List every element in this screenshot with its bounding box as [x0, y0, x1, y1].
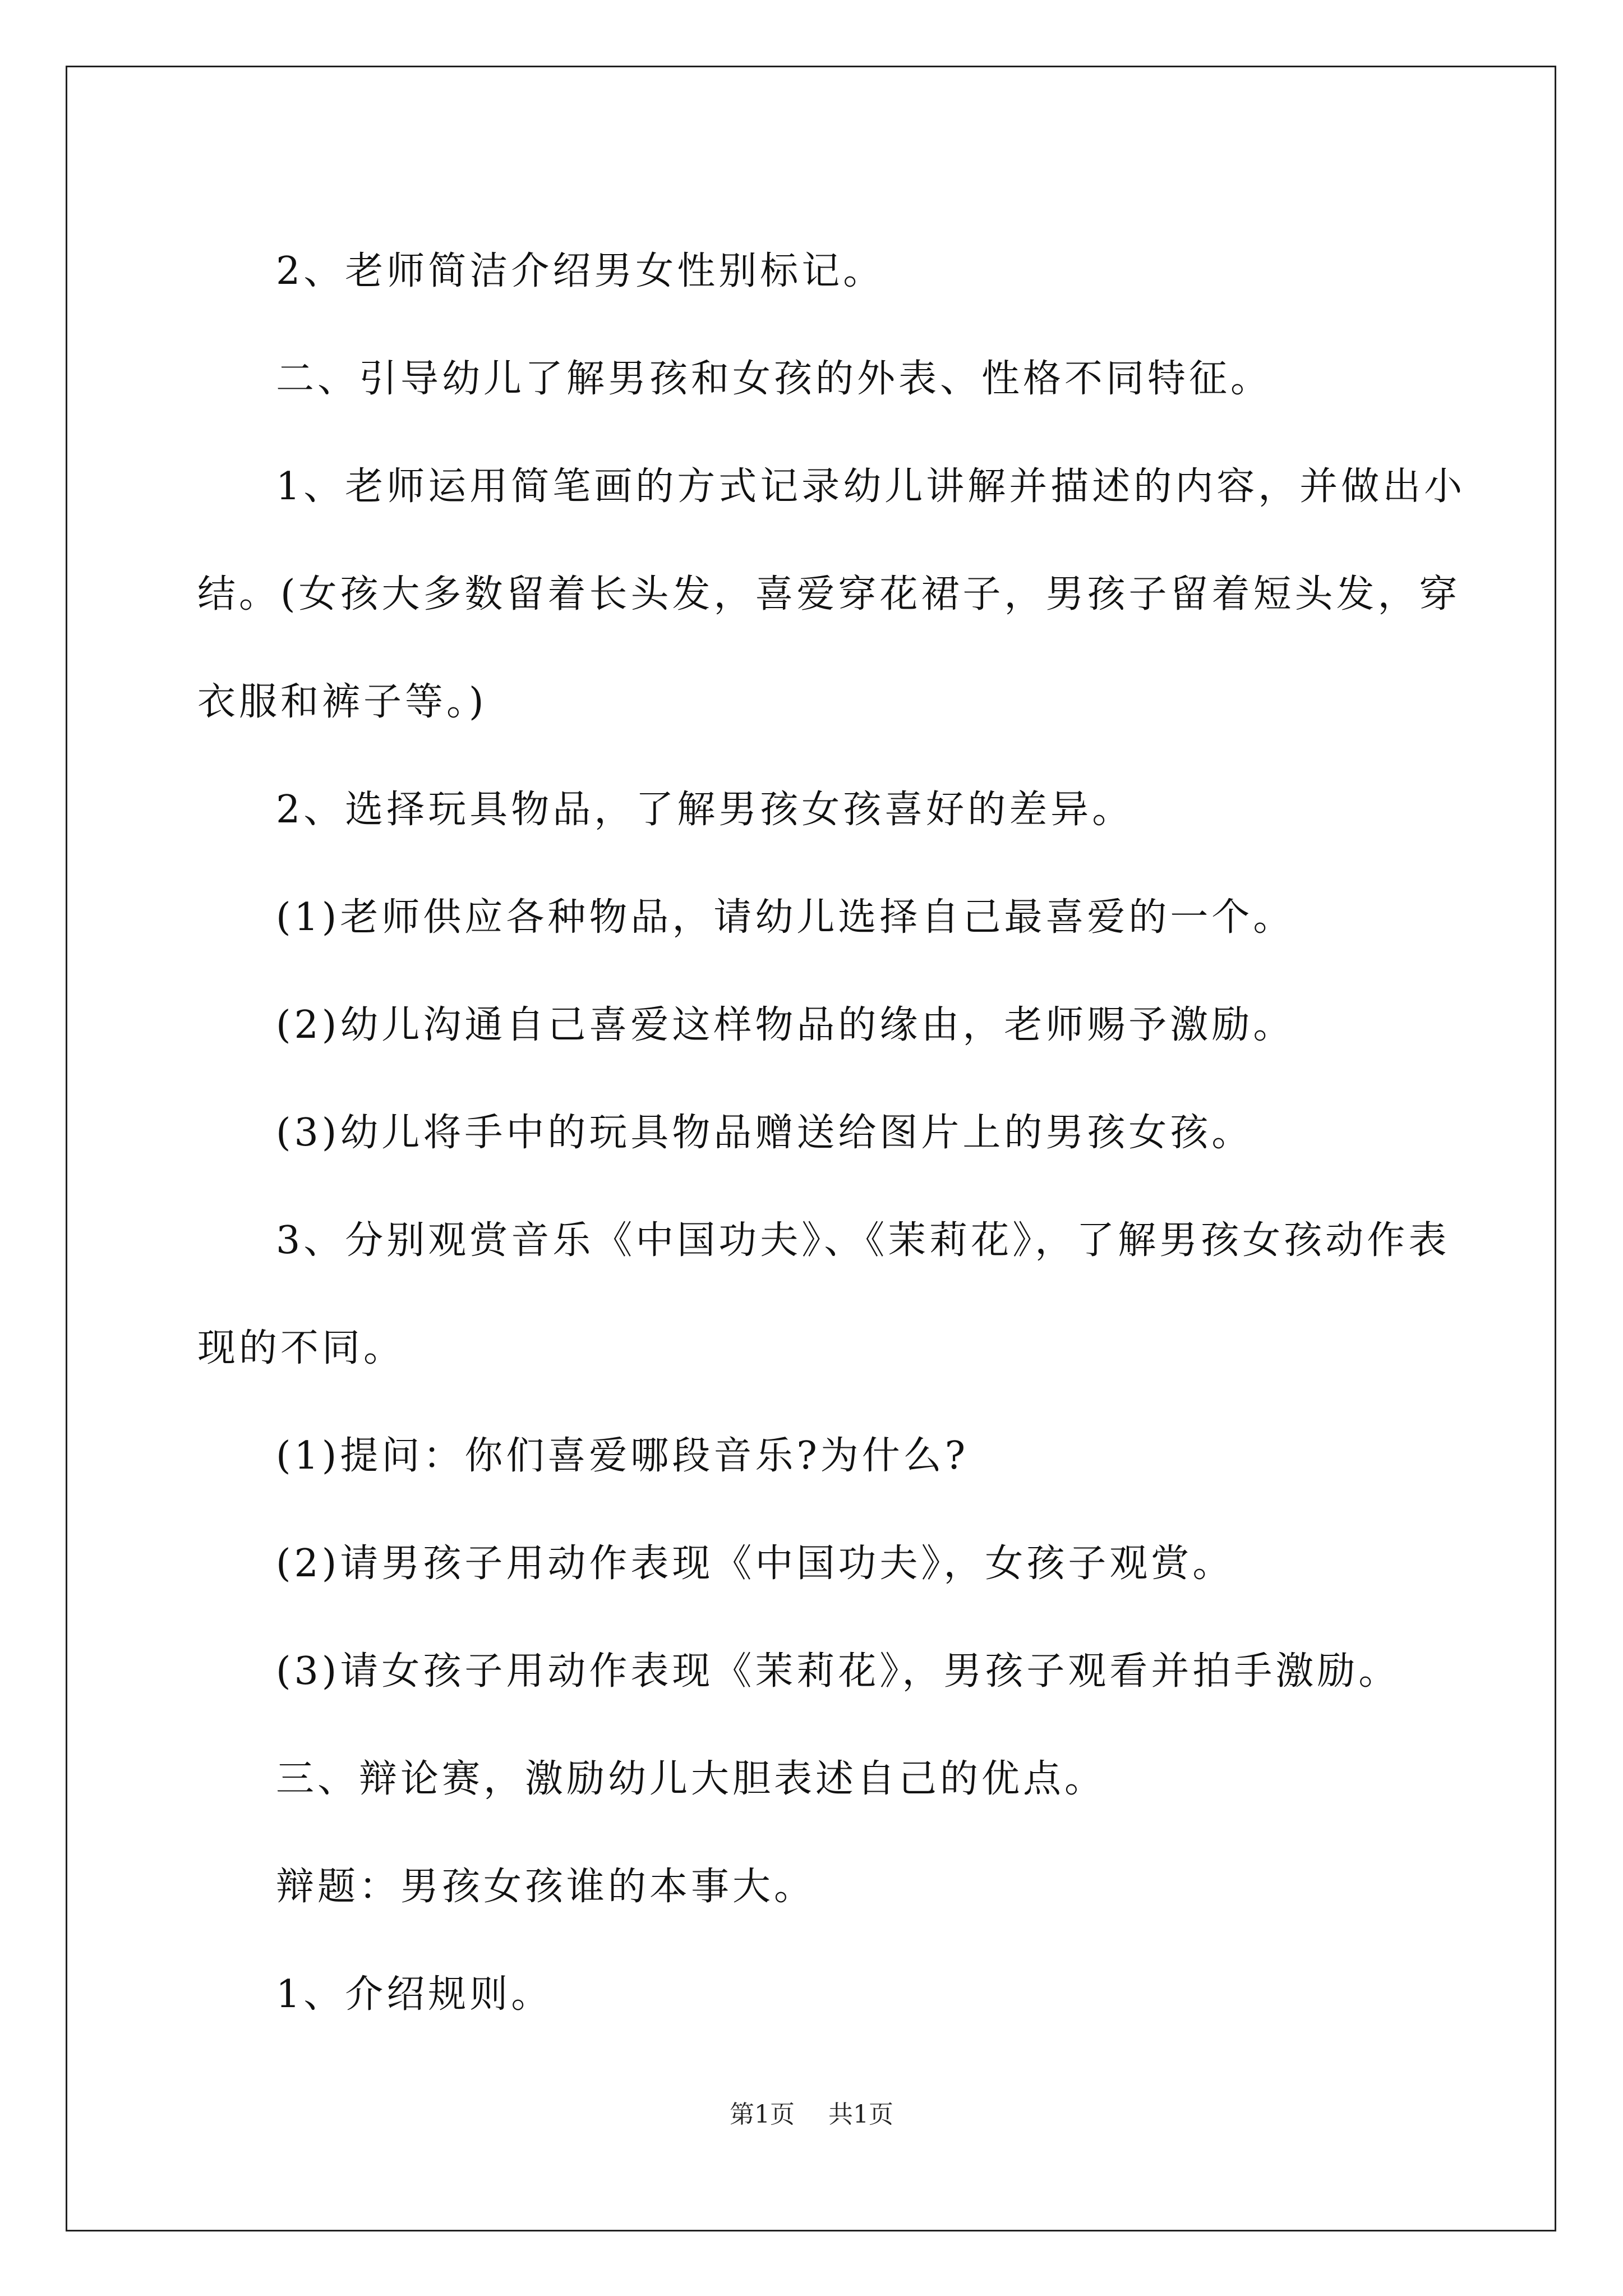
paragraph: 1、老师运用简笔画的方式记录幼儿讲解并描述的内容，并做出小 — [276, 464, 1466, 509]
paragraph: 2、选择玩具物品，了解男孩女孩喜好的差异。 — [276, 788, 1134, 832]
paragraph: 辩题：男孩女孩谁的本事大。 — [276, 1865, 816, 1909]
page-number: 第1页 — [730, 2100, 795, 2129]
page-total: 共1页 — [828, 2100, 893, 2129]
paragraph: (2)幼儿沟通自己喜爱这样物品的缘由，老师赐予激励。 — [276, 1003, 1295, 1047]
paragraph: (3)幼儿将手中的玩具物品赠送给图片上的男孩女孩。 — [276, 1111, 1253, 1155]
paragraph: 三、辩论赛，激励幼儿大胆表述自己的优点。 — [276, 1757, 1106, 1801]
paragraph: 3、分别观赏音乐《中国功夫》、《茉莉花》，了解男孩女孩动作表 — [276, 1218, 1450, 1263]
paragraph: (2)请男孩子用动作表现《中国功夫》，女孩子观赏。 — [276, 1542, 1234, 1586]
page-footer — [0, 2098, 1623, 2132]
paragraph: 1、介绍规则。 — [276, 1972, 553, 2017]
paragraph: 2、老师简洁介绍男女性别标记。 — [276, 249, 885, 293]
paragraph: 衣服和裤子等。) — [197, 680, 487, 724]
document-body — [197, 218, 1466, 2049]
paragraph: (1)提问：你们喜爱哪段音乐?为什么? — [276, 1434, 969, 1478]
paragraph: 结。(女孩大多数留着长头发，喜爱穿花裙子，男孩子留着短头发，穿 — [197, 572, 1461, 616]
paragraph: 二、引导幼儿了解男孩和女孩的外表、性格不同特征。 — [276, 357, 1272, 401]
paragraph: (3)请女孩子用动作表现《茉莉花》，男孩子观看并拍手激励。 — [276, 1649, 1400, 1694]
paragraph: (1)老师供应各种物品，请幼儿选择自己最喜爱的一个。 — [276, 895, 1295, 940]
paragraph: 现的不同。 — [197, 1326, 405, 1370]
